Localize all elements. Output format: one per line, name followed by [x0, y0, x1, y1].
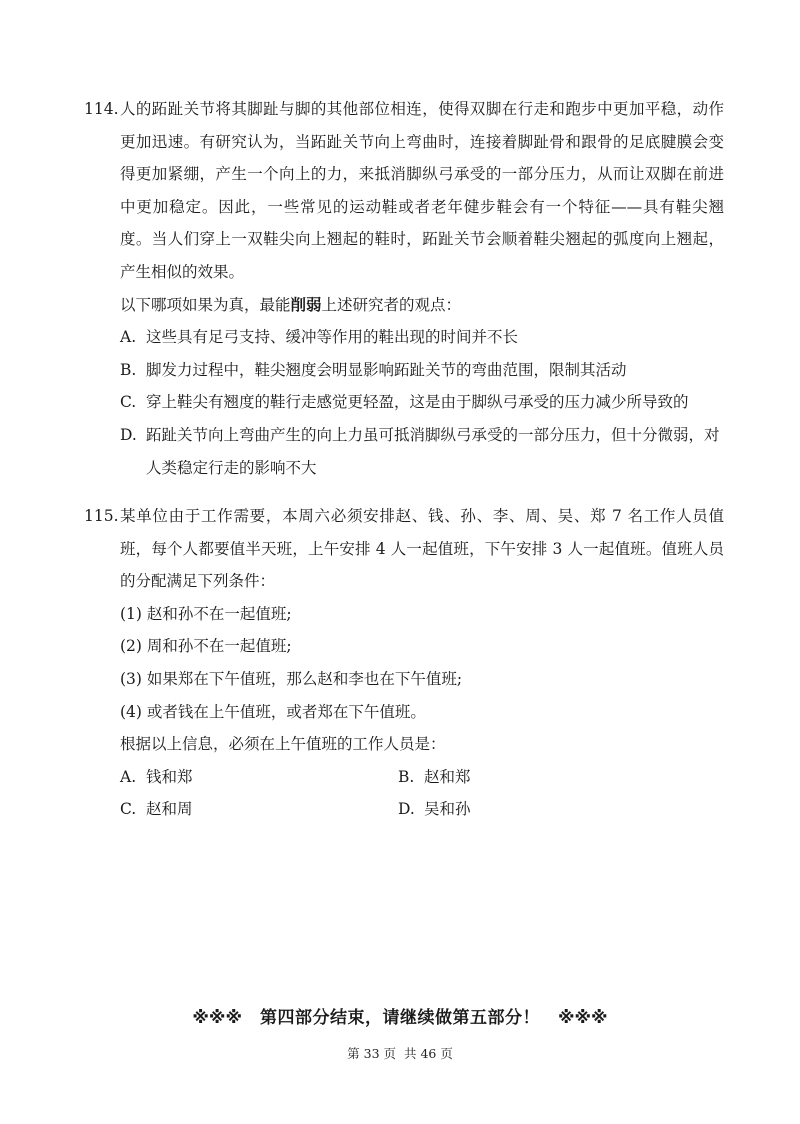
- question-115-stem-row: [84, 500, 724, 598]
- option-text: 吴和孙: [424, 800, 471, 819]
- option-a[interactable]: [120, 761, 398, 794]
- option-c[interactable]: [120, 793, 398, 826]
- page-number-current: 第 33 页: [347, 1046, 396, 1061]
- question-114: [84, 93, 724, 484]
- question-114-stem-row: [84, 93, 724, 289]
- prompt-emphasis: 削弱: [290, 295, 322, 314]
- options-grid: [120, 761, 724, 826]
- option-letter: B.: [398, 767, 415, 786]
- option-letter: A.: [120, 328, 137, 347]
- option-text: 这些具有足弓支持、缓冲等作用的鞋出现的时间并不长: [146, 328, 519, 347]
- question-stem: 人的跖趾关节将其脚趾与脚的其他部位相连，使得双脚在行走和跑步中更加平稳，动作更加迅速。有研究认为，当跖趾关节向上弯曲时，连接着脚趾骨和跟骨的足底腱膜会变得更加紧绷，产生一个向上的力，来抵消脚纵弓承受的一部分压力，从而让双脚在前进中更加稳定。因此，一些常见的运动鞋或者老年健步鞋会有一个特征——具有鞋尖翘度。当人们穿上一双鞋尖向上翘起的鞋时，跖趾关节会顺着鞋尖翘起的弧度向上翘起，产生相似的效果。: [120, 100, 724, 281]
- condition-2: (2) 周和孙不在一起值班;: [120, 637, 292, 656]
- option-text: 跖趾关节向上弯曲产生的向上力虽可抵消脚纵弓承受的一部分压力，但十分微弱，对人类稳定行走的影响不大: [146, 425, 720, 477]
- condition-3: (3) 如果郑在下午值班，那么赵和李也在下午值班;: [120, 669, 463, 688]
- option-b[interactable]: [120, 354, 724, 387]
- option-text: 脚发力过程中，鞋尖翘度会明显影响跖趾关节的弯曲范围，限制其活动: [146, 360, 627, 379]
- option-text: 赵和周: [146, 800, 193, 819]
- option-letter: C.: [120, 800, 137, 819]
- section-end-banner: [0, 1003, 800, 1028]
- condition-1: (1) 赵和孙不在一起值班;: [120, 604, 292, 623]
- question-prompt: 根据以上信息，必须在上午值班的工作人员是：: [120, 735, 446, 754]
- option-letter: C.: [120, 393, 137, 412]
- question-114-body: [84, 289, 724, 485]
- question-number: 114.: [84, 100, 119, 118]
- condition-4: (4) 或者钱在上午值班，或者郑在下午值班。: [120, 702, 426, 721]
- question-115-body: [84, 598, 724, 826]
- question-prompt: [120, 289, 724, 322]
- page-number-total: 共 46 页: [403, 1046, 453, 1061]
- option-text: 赵和郑: [424, 767, 471, 786]
- option-letter: A.: [120, 767, 137, 786]
- question-number: 115.: [84, 507, 119, 525]
- option-letter: D.: [120, 425, 137, 444]
- reference-marks-left: ※※※: [192, 1008, 242, 1028]
- option-letter: B.: [120, 360, 137, 379]
- option-d[interactable]: [120, 419, 724, 484]
- reference-marks-right: ※※※: [558, 1008, 608, 1028]
- option-a[interactable]: [120, 321, 724, 354]
- section-end-text: 第四部分结束，请继续做第五部分！: [260, 1008, 540, 1028]
- option-d[interactable]: [398, 793, 678, 826]
- question-stem: 某单位由于工作需要，本周六必须安排赵、钱、孙、李、周、吴、郑 7 名工作人员值班，每个人都要值半天班，上午安排 4 人一起值班，下午安排 3 人一起值班。值班人员的分配满足下列条件：: [120, 507, 724, 591]
- option-letter: D.: [398, 800, 415, 819]
- option-text: 穿上鞋尖有翘度的鞋行走感觉更轻盈，这是由于脚纵弓承受的压力减少所导致的: [146, 393, 689, 412]
- prompt-text-before: 以下哪项如果为真，最能: [120, 295, 291, 314]
- option-c[interactable]: [120, 386, 724, 419]
- prompt-text-after: 上述研究者的观点：: [321, 295, 462, 314]
- option-b[interactable]: [398, 761, 678, 794]
- question-115: [84, 500, 724, 826]
- option-text: 钱和郑: [146, 767, 193, 786]
- page-footer: [0, 1044, 800, 1062]
